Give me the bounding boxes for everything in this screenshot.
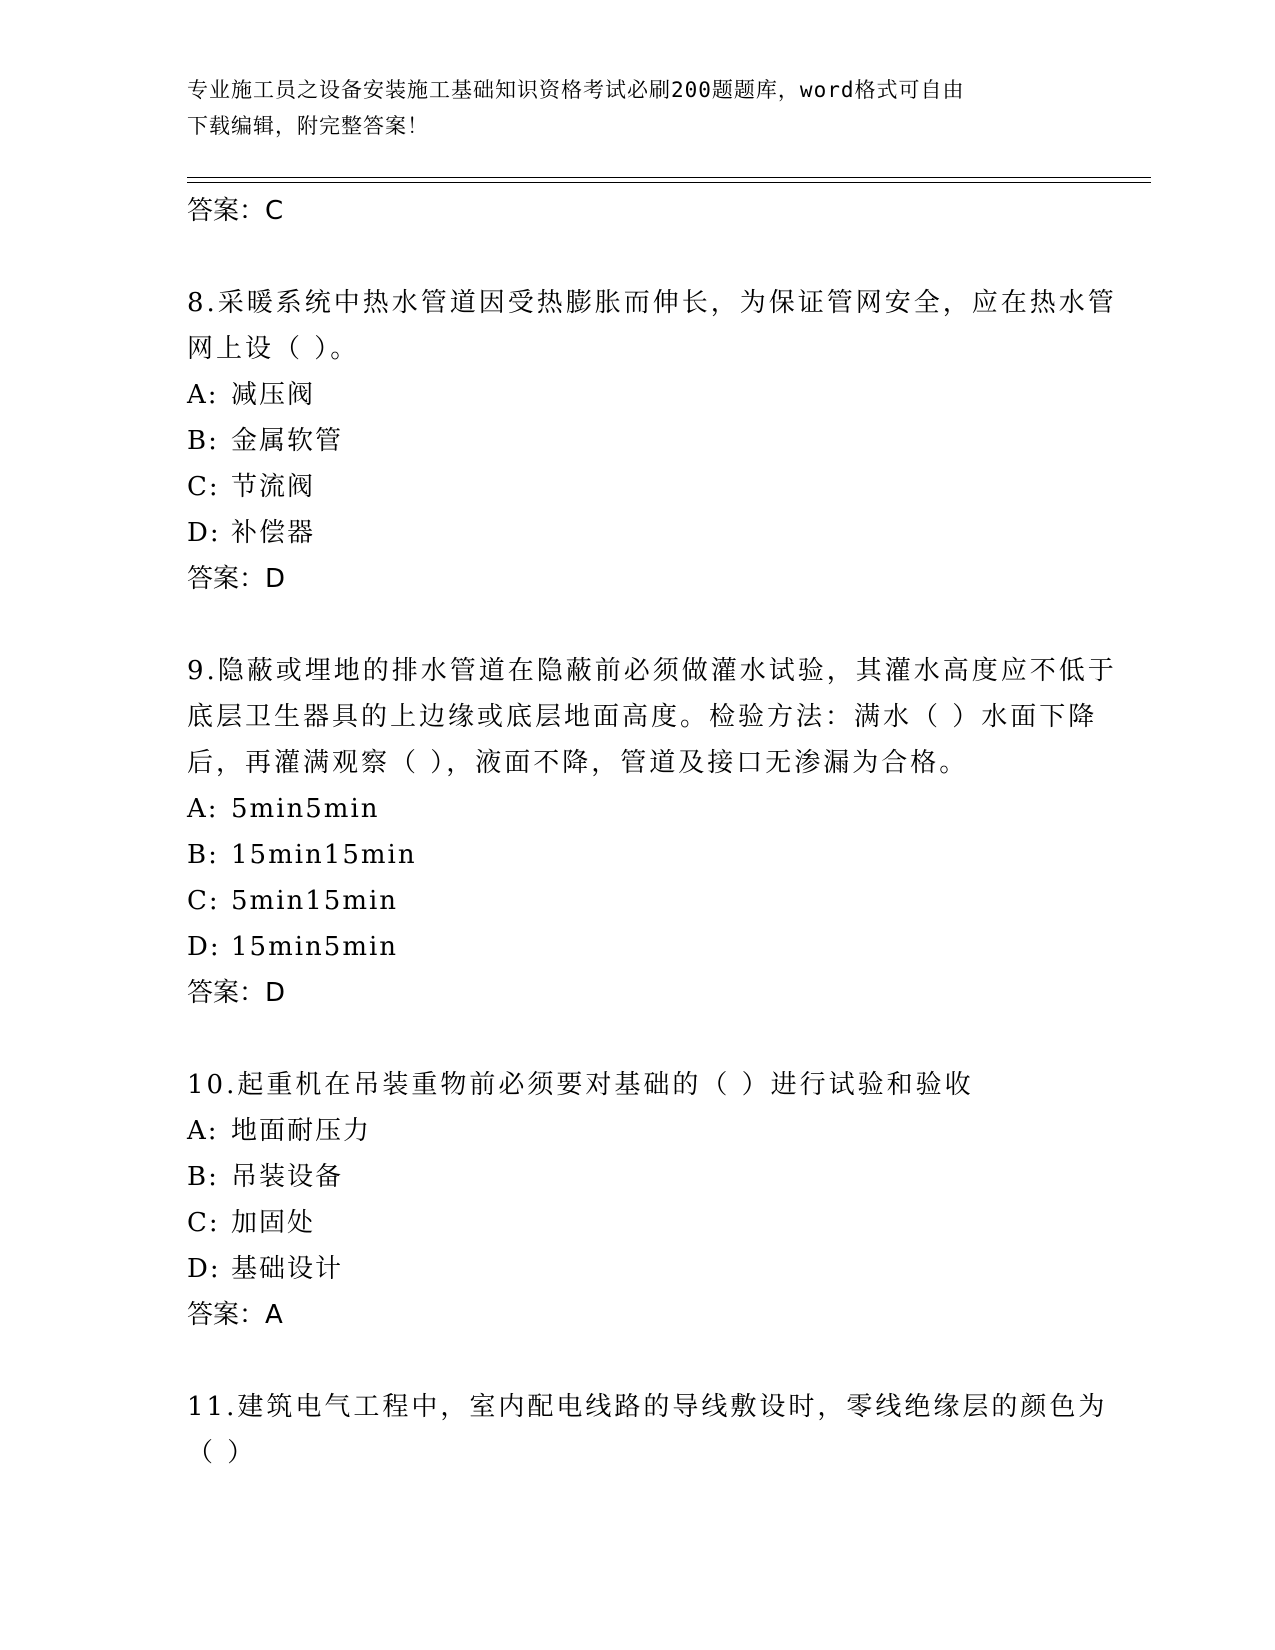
- option-text: 补偿器: [231, 518, 316, 548]
- question-8-text: 8.采暖系统中热水管道因受热膨胀而伸长，为保证管网安全，应在热水管网上设（ ）。: [187, 288, 1117, 364]
- option-text: 地面耐压力: [231, 1116, 372, 1146]
- option-label: C:: [187, 886, 220, 916]
- header-line-1: 专业施工员之设备安装施工基础知识资格考试必刷200题题库，word格式可自由: [187, 78, 965, 102]
- question-10-text: 10.起重机在吊装重物前必须要对基础的（ ）进行试验和验收: [187, 1070, 974, 1100]
- question-9-option-c: [187, 878, 1117, 924]
- spacer: [187, 602, 1117, 648]
- option-label: D:: [187, 1254, 221, 1284]
- question-11-text: 11.建筑电气工程中，室内配电线路的导线敷设时，零线绝缘层的颜色为（ ）: [187, 1392, 1108, 1468]
- spacer: [187, 234, 1117, 280]
- option-text: 减压阀: [231, 380, 316, 410]
- question-8-answer: 答案：D: [187, 564, 286, 594]
- option-text: 5min15min: [231, 886, 399, 916]
- option-label: D:: [187, 932, 221, 962]
- document-header: [187, 72, 1087, 144]
- option-label: A:: [187, 1116, 219, 1146]
- option-label: A:: [187, 794, 219, 824]
- option-text: 节流阀: [231, 472, 316, 502]
- option-label: A:: [187, 380, 219, 410]
- option-label: B:: [187, 840, 219, 870]
- spacer: [187, 1016, 1117, 1062]
- header-divider-bottom: [187, 182, 1151, 183]
- option-label: B:: [187, 426, 219, 456]
- question-8-option-a: [187, 372, 1117, 418]
- option-label: C:: [187, 1208, 220, 1238]
- option-text: 加固处: [231, 1208, 316, 1238]
- question-list: [187, 188, 1117, 1476]
- header-line-2: 下载编辑，附完整答案！: [187, 114, 429, 138]
- question-8-option-c: [187, 464, 1117, 510]
- option-text: 15min5min: [231, 932, 399, 962]
- question-9-answer: 答案：D: [187, 978, 286, 1008]
- question-10-option-b: [187, 1154, 1117, 1200]
- option-text: 金属软管: [231, 426, 344, 456]
- question-9-option-b: [187, 832, 1117, 878]
- question-8-option-b: [187, 418, 1117, 464]
- question-10-option-c: [187, 1200, 1117, 1246]
- option-text: 吊装设备: [231, 1162, 344, 1192]
- question-10-option-d: [187, 1246, 1117, 1292]
- option-label: D:: [187, 518, 221, 548]
- header-divider-top: [187, 177, 1151, 178]
- option-label: B:: [187, 1162, 219, 1192]
- option-text: 15min15min: [231, 840, 417, 870]
- previous-answer: 答案：C: [187, 196, 284, 226]
- spacer: [187, 1338, 1117, 1384]
- option-text: 5min5min: [231, 794, 380, 824]
- question-9-option-a: [187, 786, 1117, 832]
- question-10-answer: 答案：A: [187, 1300, 283, 1330]
- question-9-text: 9.隐蔽或埋地的排水管道在隐蔽前必须做灌水试验，其灌水高度应不低于底层卫生器具的上边缘或底层地面高度。检验方法：满水（ ）水面下降后，再灌满观察（ ），液面不降，管道及接口无渗漏为合格。: [187, 656, 1117, 778]
- option-text: 基础设计: [231, 1254, 344, 1284]
- question-8-option-d: [187, 510, 1117, 556]
- question-9-option-d: [187, 924, 1117, 970]
- question-10-option-a: [187, 1108, 1117, 1154]
- option-label: C:: [187, 472, 220, 502]
